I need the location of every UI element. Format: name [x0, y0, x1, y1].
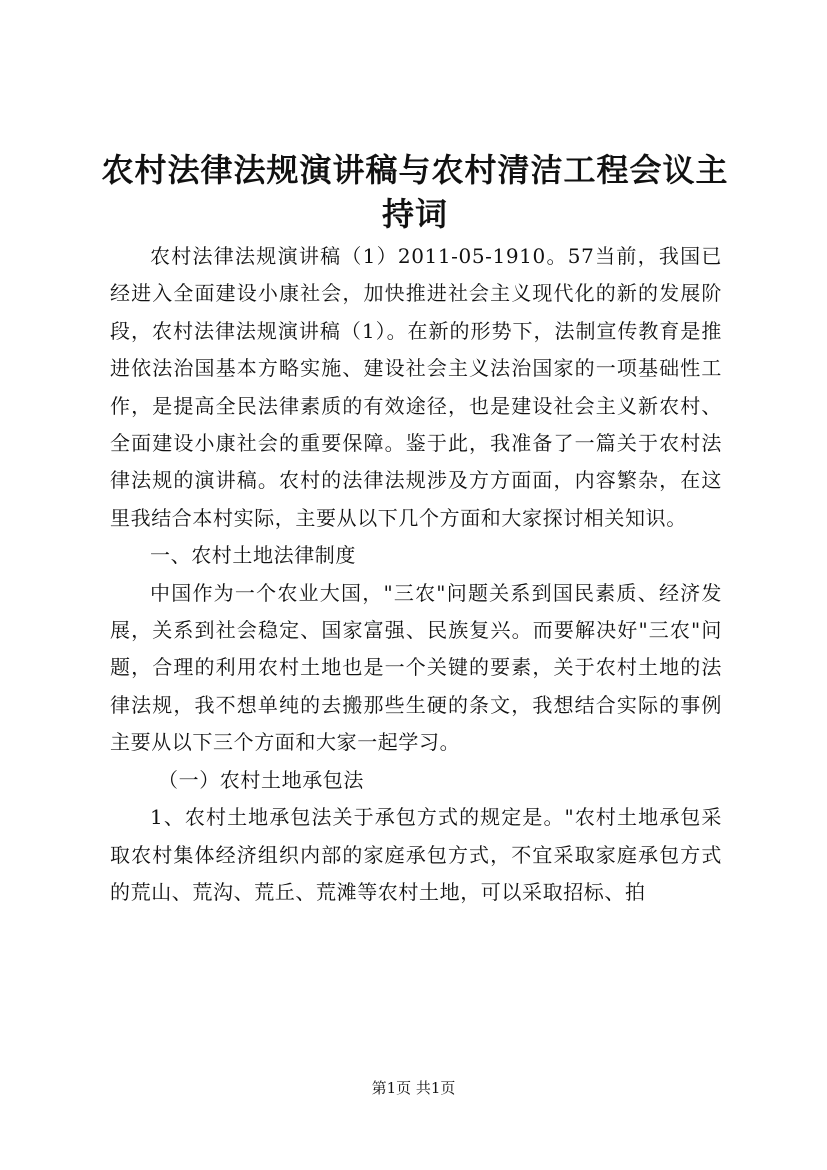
document-title: 农村法律法规演讲稿与农村清洁工程会议主持词 — [101, 151, 729, 233]
section-heading: 一、农村土地法律制度 — [150, 543, 356, 568]
page-number-footer: 第1页 共1页 — [371, 1079, 456, 1097]
document-body — [110, 238, 722, 911]
section-paragraph: 中国作为一个农业大国，"三农"问题关系到国民素质、经济发展，关系到社会稳定、国家富强、民族复兴。而要解决好"三农"问题，合理的利用农村土地也是一个关键的要素，关于农村土地的法律法规，我不想单纯的去搬那些生硬的条文，我想结合实际的事例主要从以下三个方面和大家一起学习。 — [110, 580, 722, 755]
subsection-paragraph: 1、农村土地承包法关于承包方式的规定是。"农村土地承包采取农村集体经济组织内部的家庭承包方式，不宜采取家庭承包方式的荒山、荒沟、荒丘、荒滩等农村土地，可以采取招标、拍 — [110, 805, 722, 904]
subsection-heading: （一）农村土地承包法 — [158, 767, 364, 792]
intro-paragraph: 农村法律法规演讲稿（1）2011-05-1910。57当前，我国已经进入全面建设小康社会，加快推进社会主义现代化的新的发展阶段，农村法律法规演讲稿（1）。在新的形势下，法制宣传教育是推进依法治国基本方略实施、建设社会主义法治国家的一项基础性工作，是提高全民法律素质的有效途径，也是建设社会主义新农村、全面建设小康社会的重要保障。鉴于此，我准备了一篇关于农村法律法规的演讲稿。农村的法律法规涉及方方面面，内容繁杂，在这里我结合本村实际，主要从以下几个方面和大家探讨相关知识。 — [110, 244, 722, 530]
